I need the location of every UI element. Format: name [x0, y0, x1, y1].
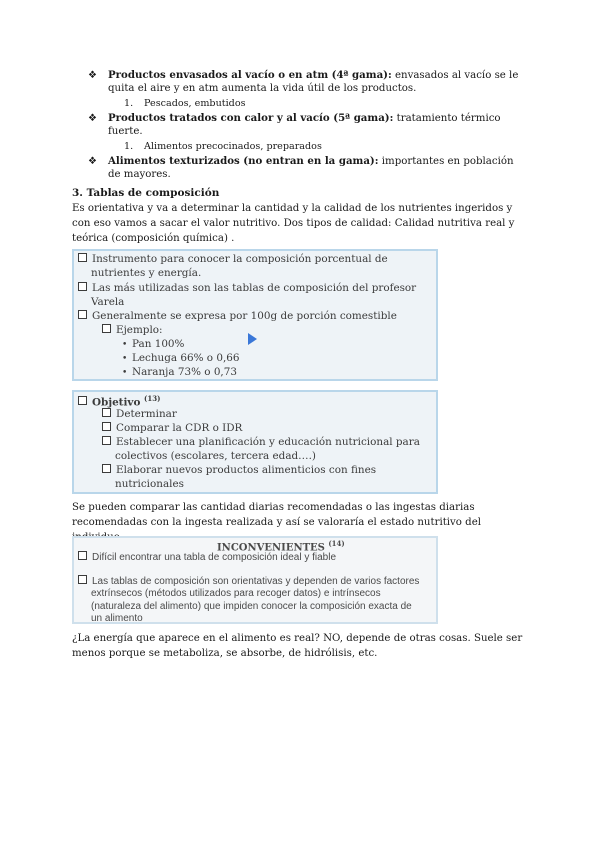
sub-list-item: 1. Pescados, embutidos	[124, 98, 246, 109]
checkbox-icon	[78, 396, 87, 405]
sub-list-item: 1. Alimentos precocinados, preparados	[124, 141, 322, 152]
checkbox-icon	[102, 464, 111, 473]
list-item: ❖ Productos envasados al vacío o en atm (4ª gama): envasados al vacío se le quita el aire y en atm aumenta la vida útil de los productos.	[88, 69, 519, 94]
drawbacks-image: INCONVENIENTES $^{(14)}$ Difícil encontrar una tabla de composición ideal y fiable Las tablas de composición son orientativas y dependen de varios factores extrínsecos (métodos utilizados para recoger datos) e intrínsecos (naturaleza del alimento) que impiden conocer la composición exacta de un alimento	[72, 536, 438, 624]
diamond-bullet-icon: ❖	[88, 113, 97, 124]
checkbox-icon	[102, 436, 111, 445]
list-item: ❖ Productos tratados con calor y al vacío (5ª gama): tratamiento térmico fuerte.	[88, 112, 501, 137]
objective-image: Objetivo $^{(13)}$ Determinar Comparar la CDR o IDR Establecer una planificación y educación nutricional para colectivos (escolares, tercera edad….) Elaborar nuevos productos alimenticios con fines nutricionales	[72, 390, 438, 494]
diamond-bullet-icon: ❖	[88, 70, 97, 81]
diamond-bullet-icon: ❖	[88, 156, 97, 167]
checkbox-icon	[78, 310, 87, 319]
checkbox-icon	[102, 324, 111, 333]
checkbox-icon	[78, 253, 87, 262]
section-title: 3. Tablas de composición	[72, 187, 220, 199]
cursor-arrow-icon	[248, 333, 257, 345]
checkbox-icon	[78, 282, 87, 291]
checkbox-icon	[78, 551, 87, 560]
checkbox-icon	[102, 422, 111, 431]
paragraph-energy: ¿La energía que aparece en el alimento es real? NO, depende de otras cosas. Suele ser menos porque se metaboliza, se absorbe, de hidrólisis, etc.	[72, 633, 523, 659]
bullet-dot-icon: •	[122, 368, 128, 378]
list-item: ❖ Alimentos texturizados (no entran en la gama): importantes en población de mayores.	[88, 155, 514, 180]
checkbox-icon	[102, 408, 111, 417]
composition-info-image: Instrumento para conocer la composición porcentual de nutrientes y energía. Las más utilizadas son las tablas de composición del profesor Varela Generalmente se expresa por 100g de porción comestible Ejemplo: • Pan 100% • Lechuga 66% o 0,66 • Naranja 73% o 0,73	[72, 249, 438, 381]
bullet-dot-icon: •	[122, 354, 128, 364]
paragraph-intro: Es orientativa y va a determinar la cantidad y la calidad de los nutrientes ingeridos y con eso vamos a sacar el valor nutritivo. Dos tipos de calidad: Calidad nutritiva real y teórica (composición química) .	[72, 203, 515, 244]
bullet-dot-icon: •	[122, 340, 128, 350]
checkbox-icon	[78, 575, 87, 584]
paragraph-comparison: Se pueden comparar las cantidad diarias recomendadas o las ingestas diarias recomendadas con la ingesta realizada y así se valoraría el estado nutritivo del	[72, 502, 481, 528]
bullet-list	[88, 69, 528, 181]
